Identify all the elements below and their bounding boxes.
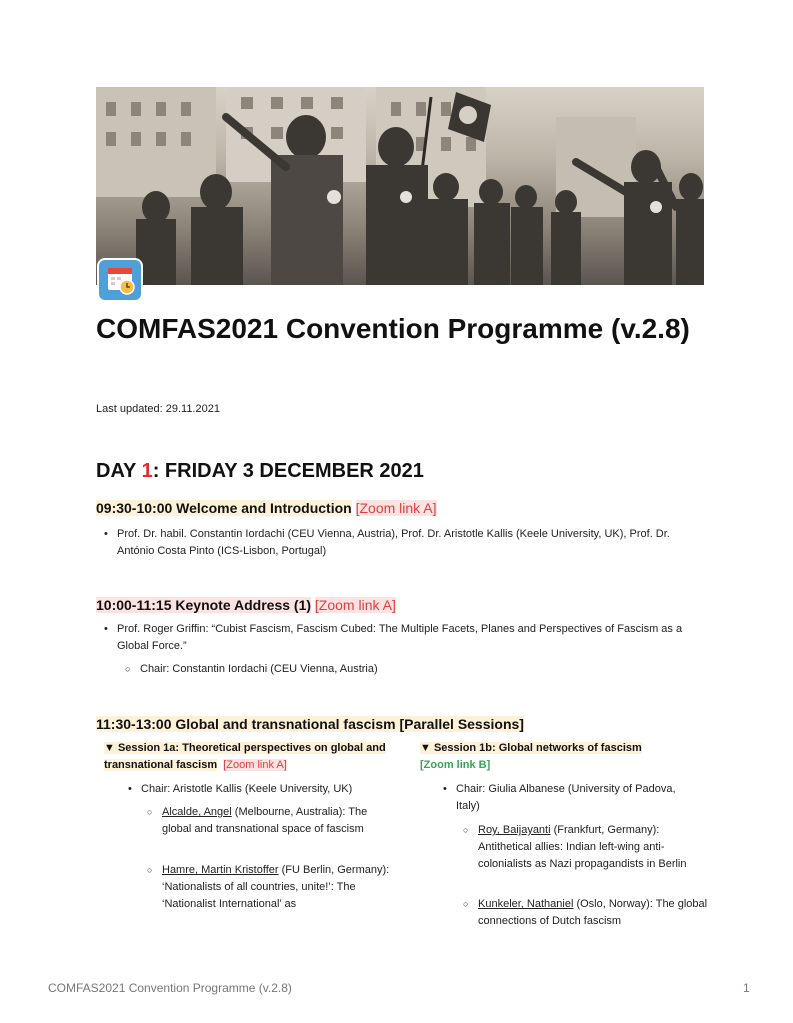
day-heading-suffix: : FRIDAY 3 DECEMBER 2021 (152, 460, 424, 482)
talk-author-link[interactable]: Roy, Baijayanti (478, 824, 551, 836)
keynote-chair: ○ Chair: Constantin Iordachi (CEU Vienna, Austria) (140, 661, 640, 678)
welcome-heading (96, 500, 437, 516)
last-updated: Last updated: 29.11.2021 (96, 403, 220, 415)
session-1b-zoom-link[interactable]: [Zoom link B] (420, 759, 491, 771)
keynote-heading (96, 597, 396, 613)
keynote-speaker: • Prof. Roger Griffin: “Cubist Fascism, Fascism Cubed: The Multiple Facets, Planes and Perspectives of Fascism as a Global Force.” (117, 621, 692, 655)
welcome-zoom-link[interactable]: [Zoom link A] (355, 500, 437, 516)
talk-author-link[interactable]: Hamre, Martin Kristoffer (162, 864, 279, 876)
parallel-heading: 11:30-13:00 Global and transnational fascism [Parallel Sessions] (96, 716, 524, 732)
keynote-title: 10:00-11:15 Keynote Address (1) (96, 597, 312, 613)
session-1b-title: ▼ Session 1b: Global networks of fascism (420, 742, 642, 754)
day-number: 1 (141, 460, 153, 482)
talk-detail: (FU Berlin, Germany): ‘Nationalists of all countries, unite!’: The ‘Nationalist International’ as (162, 864, 390, 910)
day-heading (96, 460, 424, 483)
talk-author-link[interactable]: Alcalde, Angel (162, 806, 232, 818)
page-number: 1 (743, 981, 750, 995)
welcome-speakers: • Prof. Dr. habil. Constantin Iordachi (CEU Vienna, Austria), Prof. Dr. Aristotle Kallis (Keele University, UK), Prof. Dr. António Costa Pinto (ICS-Lisbon, Portugal) (117, 526, 697, 560)
header-banner-image (96, 87, 704, 285)
footer-title: COMFAS2021 Convention Programme (v.2.8) (48, 981, 292, 995)
session-1a-chair: • Chair: Aristotle Kallis (Keele University, UK) (141, 781, 391, 798)
session-1b-talk (478, 822, 693, 873)
day-heading-prefix: DAY (96, 460, 142, 482)
talk-detail: (Oslo, Norway): The global connections of Dutch fascism (478, 898, 708, 927)
talk-author-link[interactable]: Kunkeler, Nathaniel (478, 898, 574, 910)
calendar-clock-icon (97, 258, 143, 302)
talk-detail: (Melbourne, Australia): The global and transnational space of fascism (162, 806, 368, 835)
session-1b-chair: • Chair: Giulia Albanese (University of Padova, Italy) (456, 781, 691, 815)
session-1a-talk (162, 804, 387, 838)
talk-detail: (Frankfurt, Germany): Antithetical allies: Indian left-wing anti-colonialists as Nazi propagandists in Berlin (478, 824, 687, 870)
session-1b-toggle[interactable] (420, 740, 710, 774)
session-1a-toggle[interactable] (104, 740, 394, 774)
welcome-title: 09:30-10:00 Welcome and Introduction (96, 500, 352, 516)
session-1a-title: ▼ Session 1a: Theoretical perspectives on global and transnational fascism (104, 742, 386, 771)
session-1a-zoom-link[interactable]: [Zoom link A] (223, 759, 287, 771)
banner-photo (96, 87, 704, 285)
session-1a-talk (162, 862, 390, 913)
page-title: COMFAS2021 Convention Programme (v.2.8) (96, 313, 690, 344)
keynote-zoom-link[interactable]: [Zoom link A] (314, 597, 396, 613)
session-1b-talk (478, 896, 708, 930)
